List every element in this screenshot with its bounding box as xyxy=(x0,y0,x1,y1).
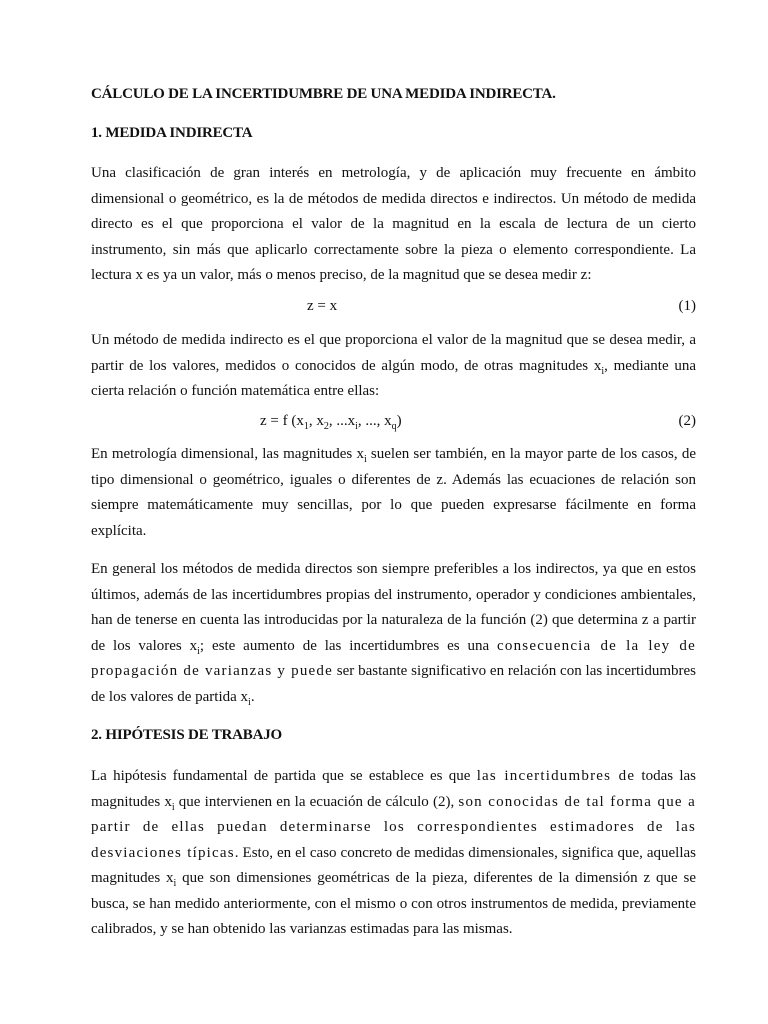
paragraph-indirect-method: Un método de medida indirecto es el que proporciona el valor de la magnitud que se desea medir, a partir de los valores, medidos o conocidos de algún modo, de otras magnitudes $x_i$, mediante una cierta relación o función matemática entre ellas: xyxy=(91,332,697,399)
equation-2-number: (2) xyxy=(678,413,696,429)
equation-1-number: (1) xyxy=(678,298,696,314)
equation-2-formula: z = f ($x_1$, $x_2$, $...x_i$, ..., $x_q$) xyxy=(260,413,402,432)
equation-1-formula: z = x xyxy=(307,298,338,314)
document-title: CÁLCULO DE LA INCERTIDUMBRE DE UNA MEDIDA INDIRECTA. xyxy=(91,86,556,102)
paragraph-dimensional-metrology: En metrología dimensional, las magnitudes $x_i$ suelen ser también, en la mayor parte de los casos, de tipo dimensional o geométrico, iguales o diferentes de z. Además las ecuaciones de relación son siempre matemáticamente muy sencillas, por lo que pueden expresarse fácilmente en forma explícita. xyxy=(91,446,696,539)
equation-1 xyxy=(91,298,696,320)
paragraph-intro: Una clasificación de gran interés en metrología, y de aplicación muy frecuente en ámbito dimensional o geométrico, es la de métodos de medida directos e indirectos. Un método de medida directo es el que proporciona el valor de la magnitud en la escala de lectura de un cierto instrumento, sin más que aplicarlo correctamente sobre la pieza o elemento correspondiente. La lectura x es ya un valor, más o menos preciso, de la magnitud que se desea medir z: xyxy=(91,165,696,283)
paragraph-direct-vs-indirect: En general los métodos de medida directos son siempre preferibles a los indirectos, ya que en estos últimos, además de las incertidumbres propias del instrumento, operador y condiciones ambientales, han de tenerse en cuenta las introducidas por la naturaleza de la función (2) que determina z a partir de los valores $x_i$; este aumento de las incertidumbres es una consecuencia de la ley de propagación de varianzas y puede ser bastante significativo en relación con las incertidumbres de los valores de partida $x_i$. xyxy=(91,561,696,708)
section-heading-hipotesis-de-trabajo: 2. HIPÓTESIS DE TRABAJO xyxy=(91,727,283,743)
paragraph-working-hypothesis: La hipótesis fundamental de partida que se establece es que las incertidumbres de todas las magnitudes $x_i$ que intervienen en la ecuación de cálculo (2), son conocidas de tal forma que a partir de ellas puedan determinarse los correspondientes estimadores de las desviaciones típicas. Esto, en el caso concreto de medidas dimensionales, significa que, aquellas magnitudes $x_i$ que son dimensiones geométricas de la pieza, diferentes de la dimensión z que se busca, se han medido anteriormente, con el mismo o con otros instrumentos de medida, previamente calibrados, y se han obtenido las varianzas estimadas para las mismas. xyxy=(91,768,697,937)
equation-2 xyxy=(91,413,696,435)
section-heading-medida-indirecta: 1. MEDIDA INDIRECTA xyxy=(91,125,253,141)
